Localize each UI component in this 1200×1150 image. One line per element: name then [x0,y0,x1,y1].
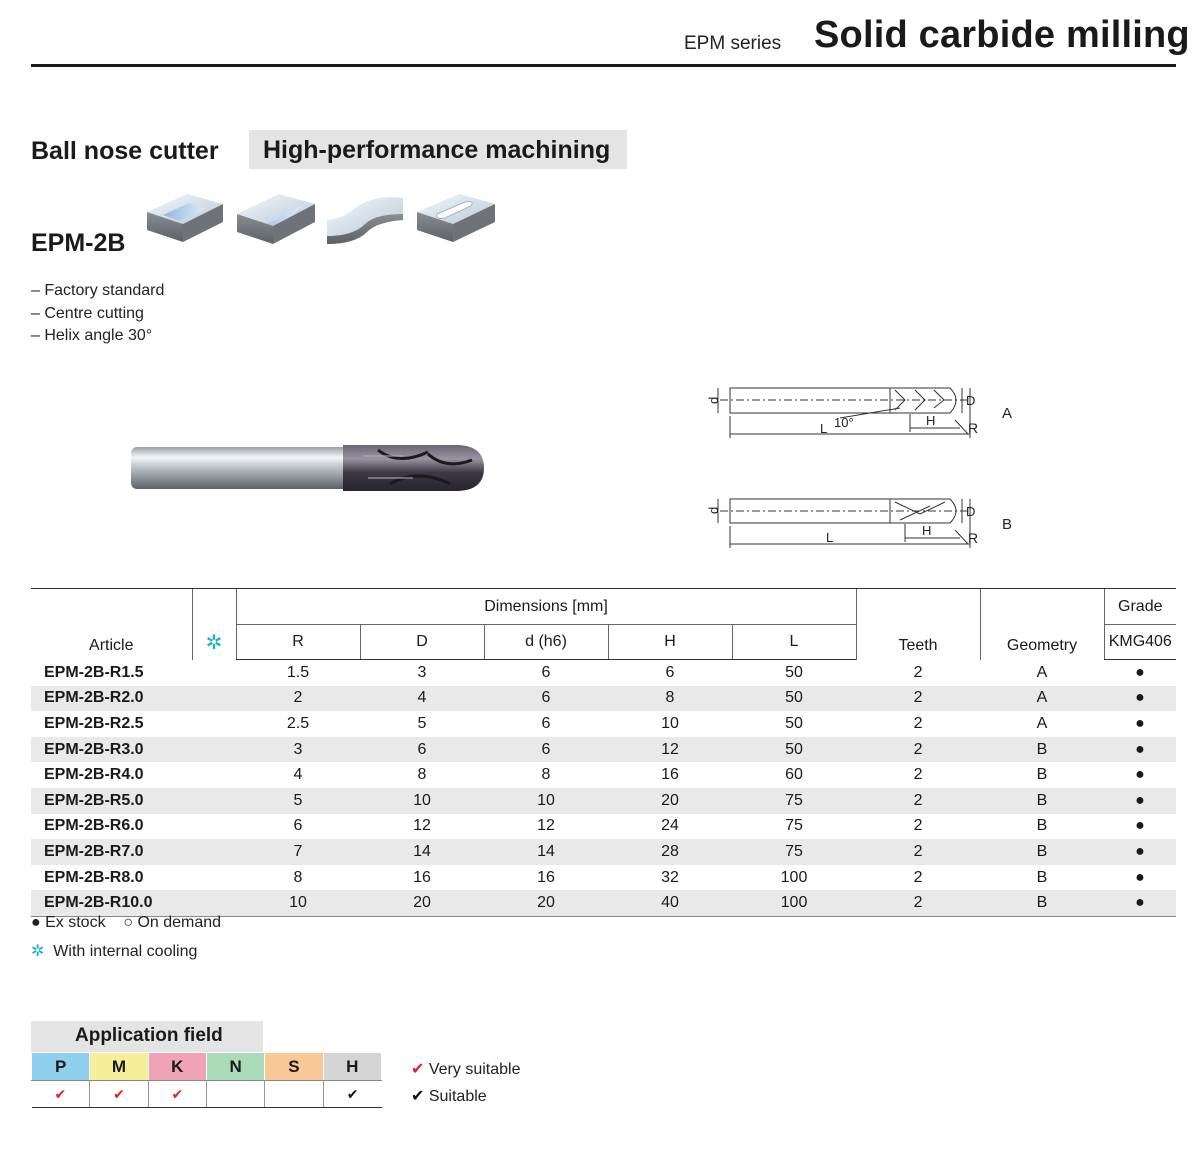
header-rule [31,64,1176,67]
teeth-cell: 2 [913,766,923,784]
d-big-cell: 5 [417,714,427,732]
suitable-legend [411,1083,520,1110]
teeth-cell: 2 [913,868,923,886]
table-row [31,711,1176,737]
tool-diagram-b [700,490,1020,556]
h-cell: 6 [665,663,675,681]
cooling-cell [192,737,236,763]
material-N: N [206,1053,264,1081]
geometry-cell: B [1036,766,1048,784]
d-shank-cell: 8 [541,766,551,784]
l-cell: 50 [732,737,856,763]
col-header-H: H [608,625,732,660]
article-cell: EPM-2B-R2.5 [44,714,144,732]
h-cell: 32 [661,868,679,886]
d-shank-cell: 6 [541,714,551,732]
d-big-cell: 8 [417,766,427,784]
feature-item: – Helix angle 30° [31,327,153,344]
stock-cell: ● [1104,839,1176,865]
teeth-cell: 2 [856,890,980,916]
cooling-cell [192,839,236,865]
col-header-L: L [732,625,856,660]
ball-nose-cutter-image [128,440,488,496]
v-groove-icon [147,194,223,242]
d-big-cell: 4 [360,686,484,712]
h-cell: 20 [608,788,732,814]
teeth-cell: 2 [856,839,980,865]
article-cell: EPM-2B-R10.0 [31,890,192,916]
d-big-cell: 12 [413,817,431,835]
r-cell: 1.5 [286,663,310,681]
diagram-b-d-label: d [706,506,721,514]
cooling-cell [192,660,236,686]
col-header-cooling [192,589,236,660]
diagram-b-variant: B [1002,516,1013,533]
feature-list [31,280,164,348]
cooling-legend [31,941,197,961]
stock-cell: ● [1135,868,1145,886]
diagram-a-R-label: R [968,420,979,436]
stock-cell: ● [1104,737,1176,763]
diagram-a-L-label: L [820,421,828,436]
material-H: H [323,1053,381,1081]
cooling-cell [192,788,236,814]
article-cell: EPM-2B-R7.0 [31,839,192,865]
diagram-b-L-label: L [826,530,834,545]
l-cell: 50 [785,663,803,681]
stock-cell: ● [1104,890,1176,916]
application-field-title: Application field [75,1025,223,1046]
section-title: Ball nose cutter [31,137,219,165]
article-cell: EPM-2B-R6.0 [44,817,144,835]
material-S-suitability [265,1081,323,1108]
geometry-cell: B [1036,868,1048,886]
col-header-grade: Grade [1104,589,1176,625]
check-icon: ✔ [411,1061,425,1078]
diagram-a-angle-label: 10° [834,415,854,430]
material-M: M [90,1053,148,1081]
table-row [31,865,1176,891]
cooling-cell [192,711,236,737]
d-big-cell: 14 [360,839,484,865]
article-cell: EPM-2B-R3.0 [31,737,192,763]
cooling-cell [192,686,236,712]
cooling-legend-text: With internal cooling [53,943,198,960]
geometry-cell: B [980,788,1104,814]
r-cell: 2.5 [286,714,310,732]
page-title: Solid carbide milling [814,14,1190,56]
d-shank-cell: 6 [541,663,551,681]
ex-stock-legend: ● Ex stock [31,914,106,931]
r-cell: 6 [293,817,303,835]
col-header-grade-name: KMG406 [1104,625,1176,660]
col-header-dimensions: Dimensions [mm] [236,589,856,625]
diagram-b-R-label: R [968,530,979,546]
table-row [31,788,1176,814]
h-cell: 8 [608,686,732,712]
material-K-suitability: ✔ [148,1081,206,1108]
diagram-a-variant: A [1002,405,1013,422]
l-cell: 75 [785,817,803,835]
h-cell: 12 [608,737,732,763]
table-row [31,686,1176,712]
section-tag [249,130,627,169]
material-H-suitability: ✔ [323,1081,381,1108]
material-K: K [148,1053,206,1081]
h-cell: 16 [661,766,679,784]
article-cell: EPM-2B-R4.0 [44,766,144,784]
d-big-cell: 10 [360,788,484,814]
teeth-cell: 2 [913,817,923,835]
stock-cell: ● [1104,788,1176,814]
profile-surface-icon [327,197,403,244]
pocket-icon [417,194,495,242]
teeth-cell: 2 [913,714,923,732]
col-header-geometry: Geometry [980,589,1104,660]
table-row [31,814,1176,840]
r-cell: 5 [236,788,360,814]
l-cell: 60 [785,766,803,784]
d-big-cell: 3 [417,663,427,681]
d-shank-cell: 20 [484,890,608,916]
u-slot-icon [237,194,315,244]
diagram-a-d-label: d [706,396,721,404]
diagram-b-D-label: D [966,504,976,519]
r-cell: 2 [236,686,360,712]
geometry-cell: A [1036,663,1048,681]
material-P: P [32,1053,90,1081]
spec-table [31,588,1176,917]
d-shank-cell: 14 [484,839,608,865]
tool-diagram-a [700,378,1020,444]
diagram-a-D-label: D [966,393,976,408]
h-cell: 10 [661,714,679,732]
d-big-cell: 20 [360,890,484,916]
geometry-cell: B [1036,817,1048,835]
h-cell: 28 [608,839,732,865]
col-header-article: Article [31,589,192,660]
d-shank-cell: 6 [484,737,608,763]
d-shank-cell: 6 [484,686,608,712]
geometry-cell: B [980,839,1104,865]
col-header-R: R [236,625,360,660]
product-code: EPM-2B [31,229,126,257]
suitable-text: Suitable [428,1088,487,1105]
cooling-cell [192,814,236,840]
article-cell: EPM-2B-R2.0 [31,686,192,712]
l-cell: 50 [732,686,856,712]
stock-cell: ● [1135,663,1145,681]
cooling-cell [192,762,236,788]
r-cell: 3 [236,737,360,763]
stock-cell: ● [1135,766,1145,784]
geometry-cell: B [980,890,1104,916]
cooling-cell [192,865,236,891]
table-row [31,839,1176,865]
cooling-cell [192,890,236,916]
table-row [31,660,1176,686]
geometry-cell: B [980,737,1104,763]
application-shape-icons [145,190,500,250]
l-cell: 75 [732,788,856,814]
table-row [31,737,1176,763]
table-row [31,762,1176,788]
application-field-header [31,1021,263,1052]
teeth-cell: 2 [913,663,923,681]
stock-cell: ● [1104,686,1176,712]
feature-item: – Factory standard [31,282,165,299]
article-cell: EPM-2B-R1.5 [44,663,144,681]
l-cell: 50 [785,714,803,732]
teeth-cell: 2 [856,686,980,712]
stock-legend [31,914,221,932]
d-shank-cell: 10 [484,788,608,814]
r-cell: 7 [236,839,360,865]
col-header-teeth: Teeth [856,589,980,660]
suitability-legend [411,1056,520,1110]
application-field-table [31,1052,382,1108]
material-P-suitability: ✔ [32,1081,90,1108]
l-cell: 75 [732,839,856,865]
article-cell: EPM-2B-R5.0 [31,788,192,814]
col-header-d-h6: d (h6) [484,625,608,660]
l-cell: 100 [732,890,856,916]
stock-cell: ● [1135,817,1145,835]
diagram-a-H-label: H [926,413,936,428]
feature-item: – Centre cutting [31,304,144,322]
h-cell: 24 [661,817,679,835]
very-suitable-legend [411,1056,520,1083]
r-cell: 8 [293,868,303,886]
d-big-cell: 6 [360,737,484,763]
material-M-suitability: ✔ [90,1081,148,1108]
table-row [31,890,1176,916]
d-shank-cell: 16 [537,868,555,886]
teeth-cell: 2 [856,737,980,763]
h-cell: 40 [608,890,732,916]
r-cell: 4 [293,766,303,784]
series-label: EPM series [684,33,782,54]
material-S: S [265,1053,323,1081]
geometry-cell: A [1036,714,1048,732]
material-N-suitability [206,1081,264,1108]
cooling-legend-icon: ✲ [31,943,45,960]
d-big-cell: 16 [413,868,431,886]
l-cell: 100 [780,868,808,886]
section-tag-label: High-performance machining [263,136,611,164]
article-cell: EPM-2B-R8.0 [44,868,144,886]
stock-cell: ● [1135,714,1145,732]
teeth-cell: 2 [856,788,980,814]
very-suitable-text: Very suitable [428,1061,521,1078]
on-demand-legend: ○ On demand [123,914,222,931]
diagram-b-H-label: H [922,523,932,538]
col-header-D: D [360,625,484,660]
r-cell: 10 [236,890,360,916]
d-shank-cell: 12 [537,817,555,835]
check-icon: ✔ [411,1088,425,1105]
cooling-icon: ✲ [205,631,223,654]
geometry-cell: A [980,686,1104,712]
